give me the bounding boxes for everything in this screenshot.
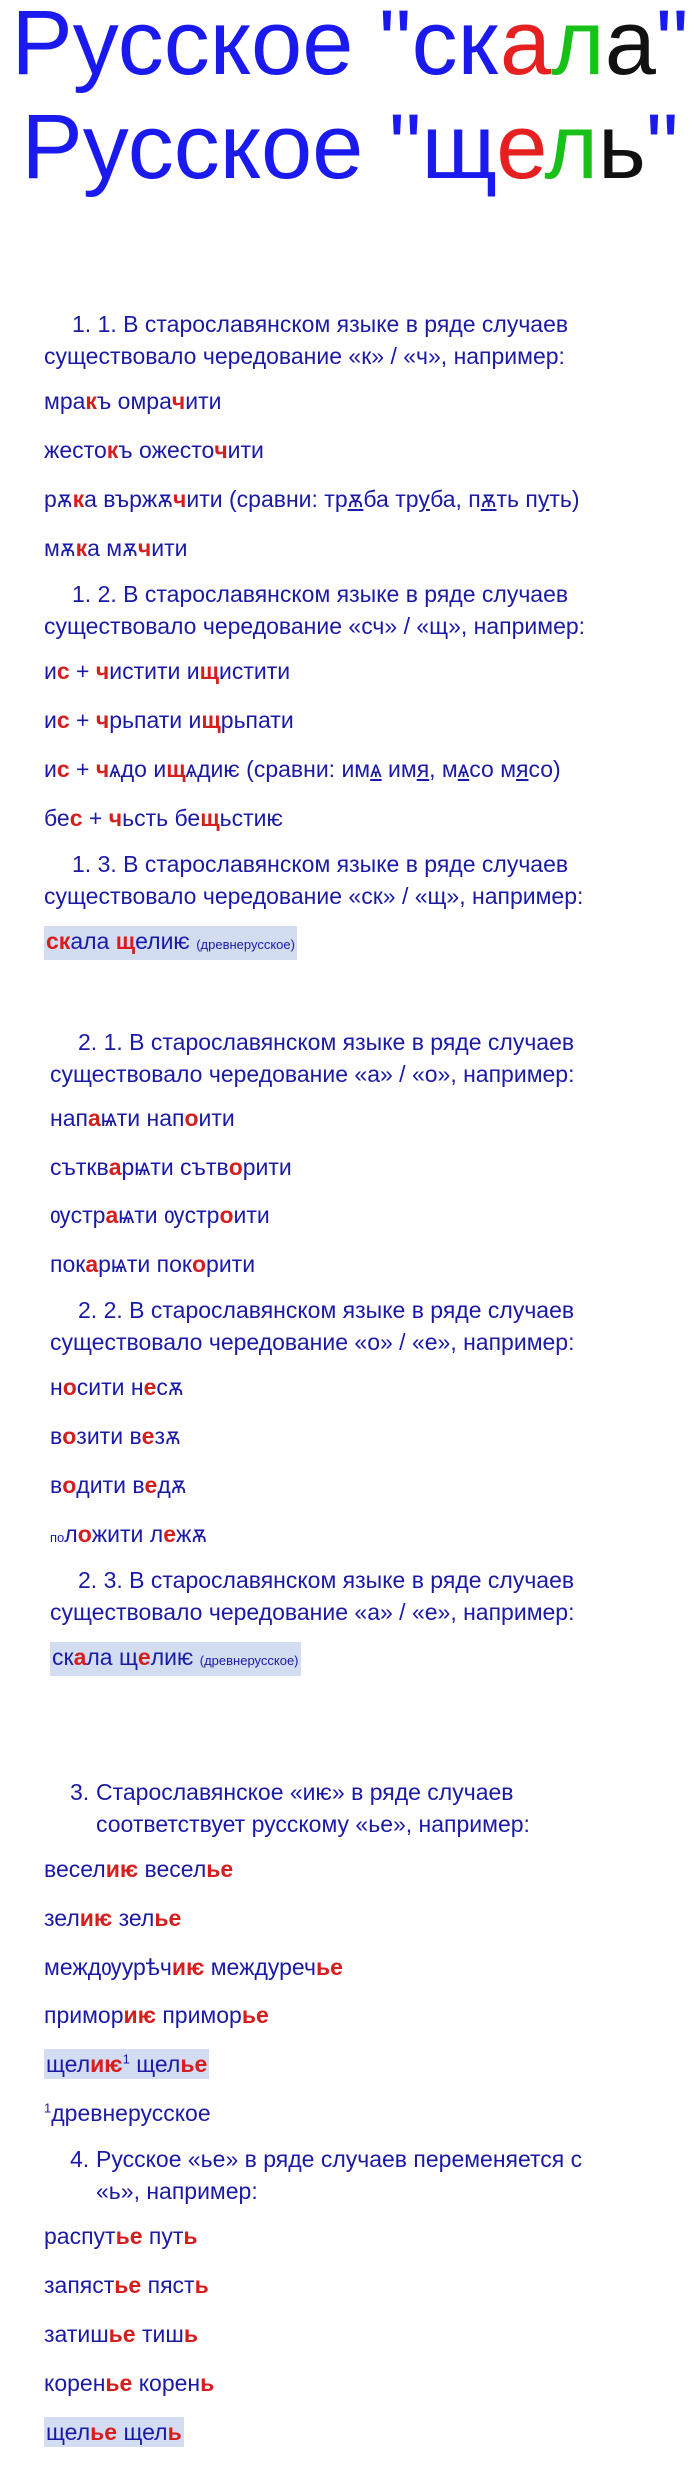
text-segment: весел [138,1856,207,1882]
example-row [44,2000,269,2030]
text-segment: а мѫ [87,535,138,561]
text-segment: щел [117,2419,168,2445]
highlighted-example [44,2049,209,2079]
text-segment: я [416,756,430,782]
text-segment: иѥ [79,1905,113,1931]
text-segment: о [62,1423,77,1449]
section-number: 4. [70,2146,90,2172]
text-segment: ь [183,2223,198,2249]
text-segment: иѥ [171,1954,205,1980]
text-segment: ла щ [86,1644,138,1670]
text-segment: ч [95,707,110,733]
text-segment: + [69,756,96,782]
text-segment: ч [108,805,123,831]
text-segment: с [56,658,70,684]
text-segment: в [50,1472,63,1498]
text-segment: и [44,756,57,782]
text-segment: в [50,1423,63,1449]
text-segment: рьпати [220,707,294,733]
title-letters: ск [411,0,500,94]
text-segment: ье [154,1905,182,1931]
text-segment: сити н [76,1374,144,1400]
title-letter-red: а [499,0,552,94]
text-segment: а [73,1644,87,1670]
text-segment: иѥ [123,2002,156,2028]
text-segment: корен [44,2370,106,2396]
text-segment: ье [90,2419,118,2445]
text-segment: тиш [135,2321,184,2347]
text-segment: ити [227,437,264,463]
text-segment: ск [52,1644,74,1670]
text-segment: о [184,1105,199,1131]
text-segment: и [44,658,57,684]
text-segment: ѧ [370,756,382,782]
text-segment: рити [206,1251,256,1277]
text-segment: ѩти нап [100,1105,185,1131]
section-text: Старославянское «иѥ» в ряде случаев соответствует русскому «ье», например: [96,1779,530,1837]
text-segment: щел [129,2051,181,2077]
example-row [44,2319,198,2349]
text-segment: ч [173,486,187,512]
title-suffix: " [645,96,679,198]
text-segment: , м [429,756,458,782]
title-letter-green: л [544,96,599,198]
text-segment: щ [200,805,220,831]
text-segment: щел [46,2419,91,2445]
footnote [44,2098,211,2128]
text-segment: ъ омра [96,388,172,414]
text-segment: ьстиѥ [219,805,283,831]
title-letter-red: е [496,96,545,198]
text-segment: им [381,756,417,782]
text-segment: и [44,707,57,733]
text-segment: ть п [496,486,538,512]
example-row [50,1372,184,1402]
text-segment: о [228,1154,243,1180]
text-segment: ѹстр [50,1202,106,1228]
text-segment: ьсть бе [122,805,201,831]
text-segment: е [137,1644,151,1670]
highlighted-example [44,926,297,960]
title-suffix: " [655,0,689,94]
text-segment: ч [95,658,110,684]
text-segment: ье [206,1856,234,1882]
text-segment: 1 [122,2051,130,2067]
text-segment: ч [171,388,186,414]
text-segment: примор [155,2002,242,2028]
text-segment: со) [528,756,561,782]
title-prefix: Русское " [21,96,422,198]
text-segment: ѩти ѹстр [118,1202,220,1228]
text-segment: ити (сравни: тр [186,486,348,512]
text-segment: л [64,1521,78,1547]
text-segment: ѧ [457,756,470,782]
text-segment: ь [200,2370,215,2396]
text-segment: иѥ [105,1856,139,1882]
text-segment: о [62,1374,77,1400]
example-row [50,1249,255,1279]
text-segment: зел [112,1905,155,1931]
text-segment: зити в [76,1423,142,1449]
example-row [44,435,264,465]
highlighted-example [44,2417,184,2447]
text-segment: со м [469,756,517,782]
text-segment: рѩти пок [98,1251,192,1277]
text-segment: съткв [50,1154,109,1180]
example-row [50,1200,270,1230]
text-segment: о [62,1472,77,1498]
example-row [44,2221,198,2251]
example-row [44,1952,343,1982]
text-segment: ба, п [430,486,481,512]
title-line-1 [0,0,700,98]
text-segment: ч [137,535,152,561]
text-segment: жити л [91,1521,164,1547]
text-segment: н [50,1374,63,1400]
text-segment: ье [241,2002,269,2028]
text-segment: ье [315,1954,343,1980]
text-segment: щ [115,928,136,954]
text-segment: щ [201,707,221,733]
text-segment: корен [132,2370,201,2396]
section-2-1-heading: 2. 1. В старославянском языке в ряде случаев существовало чередование «а» / «о», например: [50,1029,575,1087]
text-segment: ба тр [363,486,419,512]
text-segment: с [56,707,70,733]
text-segment: ъ ожесто [118,437,215,463]
text-segment: (древнерусское) [199,1653,299,1668]
text-segment: иѥ [90,2051,123,2077]
section-number: 3. [70,1779,90,1805]
text-segment: ч [95,756,110,782]
text-segment: сѫ [156,1374,184,1400]
text-segment: мѫ [44,535,76,561]
text-segment: ье [108,2321,136,2347]
text-segment: елиѥ [135,928,197,954]
text-segment: распут [44,2223,116,2249]
text-segment: о [77,1521,92,1547]
example-row [50,1421,181,1451]
text-segment: междѹурѣч [44,1954,172,1980]
section-text: Русское «ье» в ряде случаев переменяется с «ь», например: [96,2146,583,2204]
title-letter-black: ь [598,96,646,198]
example-row [44,754,561,784]
text-segment: рѩти сътв [121,1154,229,1180]
text-segment: ск [46,928,71,954]
example-row [44,1903,181,1933]
text-segment: мра [44,388,86,414]
text-segment: я [516,756,529,782]
text-segment: нап [50,1105,88,1131]
example-row [44,656,290,686]
example-row [44,1854,233,1884]
title-letter-green: л [551,0,605,94]
text-segment: к [85,388,97,414]
text-segment: примор [44,2002,124,2028]
text-segment: ѫ [347,486,364,512]
text-segment: по [50,1530,65,1545]
text-segment: затиш [44,2321,109,2347]
text-segment: у [537,486,550,512]
example-row [44,484,580,514]
text-segment: е [163,1521,176,1547]
section-1-3-heading: 1. 3. В старославянском языке в ряде случаев существовало чередование «ск» / «щ», например: [44,851,584,909]
text-segment: рити [242,1154,292,1180]
text-segment: ѧдо и [109,756,167,782]
text-segment: ье [114,2272,142,2298]
section-3-heading [70,1776,630,1840]
text-segment: + [69,707,96,733]
text-segment: истити [219,658,291,684]
title-letters: щ [421,96,497,198]
text-segment: а вържѫ [84,486,174,512]
text-segment: щ [199,658,219,684]
text-segment: рьпати и [109,707,202,733]
example-row [44,705,294,735]
text-segment: 1 [44,2100,52,2116]
text-segment: щел [46,2051,91,2077]
text-segment: запяст [44,2272,115,2298]
section-2-2-heading: 2. 2. В старославянском языке в ряде случаев существовало чередование «о» / «е», например: [50,1297,575,1355]
text-segment: дити в [76,1472,145,1498]
text-segment: к [75,535,88,561]
text-segment: е [144,1472,158,1498]
text-segment: ь [194,2272,209,2298]
text-segment: ье [105,2370,133,2396]
example-row [44,2270,209,2300]
text-segment: а [105,1202,119,1228]
example-row [44,803,283,833]
title-line-2 [0,92,700,202]
text-segment: е [141,1423,155,1449]
text-segment: древнерусское [51,2100,211,2126]
text-segment: ити [233,1202,270,1228]
text-segment: ь [167,2419,182,2445]
text-segment: пяст [141,2272,195,2298]
text-segment: ье [180,2051,208,2077]
text-segment: пок [50,1251,86,1277]
text-segment: ити [185,388,222,414]
text-segment: жѫ [176,1521,208,1547]
example-row [50,1103,235,1133]
text-segment: (древнерусское) [196,937,295,952]
highlighted-example [50,1642,301,1676]
text-segment: о [191,1251,207,1277]
example-row [44,533,187,563]
text-segment: жесто [44,437,107,463]
text-segment: + [82,805,109,831]
text-segment: с [69,805,83,831]
text-segment: к [72,486,85,512]
text-segment: ити [198,1105,235,1131]
text-segment: весел [44,1856,106,1882]
section-4-heading [70,2143,630,2207]
text-segment: щ [166,756,186,782]
text-segment: рѫ [44,486,73,512]
text-segment: ь [183,2321,198,2347]
text-segment: дѫ [157,1472,187,1498]
title-letter-black: а [604,0,656,94]
section-1-2-heading: 1. 2. В старославянском языке в ряде случаев существовало чередование «сч» / «щ», например: [44,581,586,639]
text-segment: а [85,1251,99,1277]
example-row [50,1470,187,1500]
text-segment: е [143,1374,157,1400]
text-segment: с [56,756,70,782]
text-segment: ѫ [480,486,497,512]
text-segment: ье [115,2223,143,2249]
text-segment: истити и [109,658,200,684]
section-2-3-heading: 2. 3. В старославянском языке в ряде случаев существовало чередование «а» / «е», например: [50,1567,575,1625]
text-segment: ала [70,928,116,954]
text-segment: ѧдиѥ (сравни: им [185,756,371,782]
text-segment: а [108,1154,122,1180]
text-segment: бе [44,805,70,831]
text-segment: ити [151,535,188,561]
text-segment: зел [44,1905,80,1931]
text-segment: лиѥ [150,1644,200,1670]
text-segment: у [418,486,431,512]
text-segment: пут [142,2223,184,2249]
example-row [50,1152,292,1182]
example-row [50,1519,207,1553]
title-prefix: Русское " [11,0,412,94]
section-1-1-heading: 1. 1. В старославянском языке в ряде случаев существовало чередование «к» / «ч», например: [44,311,569,369]
text-segment: о [219,1202,234,1228]
text-segment: зѫ [154,1423,181,1449]
example-row [44,386,221,416]
text-segment: к [106,437,119,463]
text-segment: ч [214,437,228,463]
text-segment: а [87,1105,101,1131]
text-segment: междуреч [204,1954,316,1980]
text-segment: + [69,658,96,684]
text-segment: ть) [549,486,580,512]
example-row [44,2368,214,2398]
